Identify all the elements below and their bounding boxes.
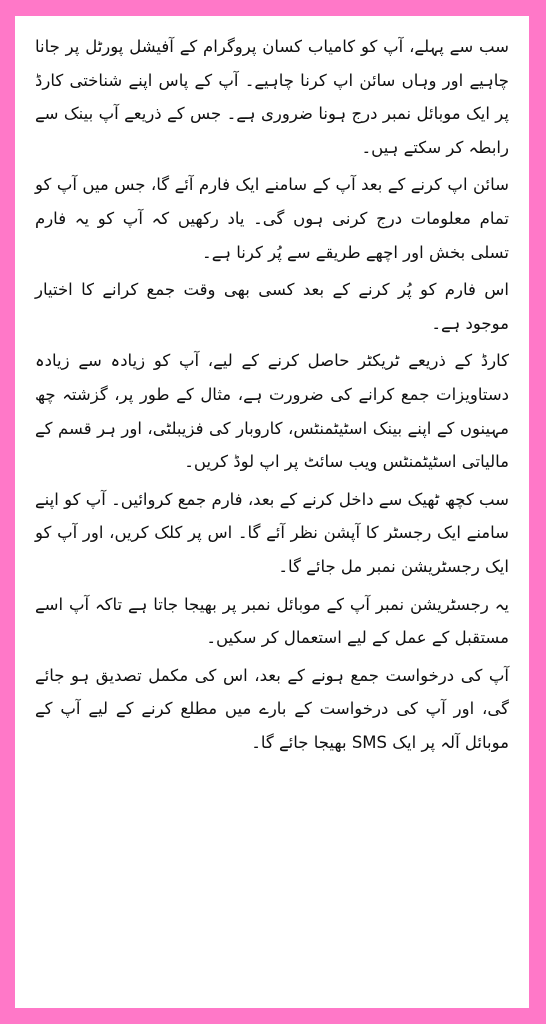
paragraph: اس فارم کو پُر کرنے کے بعد کسی بھی وقت جمع کرانے کا اختیار موجود ہے۔	[35, 280, 509, 333]
paragraph: یہ رجسٹریشن نمبر آپ کے موبائل نمبر پر بھیجا جاتا ہے تاکہ آپ اسے مستقبل کے عمل کے لیے استعمال کر سکیں۔	[35, 594, 509, 648]
paragraph: سب کچھ ٹھیک سے داخل کرنے کے بعد، فارم جمع کروائیں۔ آپ کو اپنے سامنے ایک رجسٹر کا آپشن نظر آئے گا۔ اس پر کلک کریں، اور آپ کو ایک رجسٹریشن نمبر مل جائے گا۔	[35, 489, 509, 576]
article-text	[35, 30, 509, 759]
paragraph: سب سے پہلے، آپ کو کامیاب کسان پروگرام کے آفیشل پورٹل پر جانا چاہیے اور وہاں سائن اپ کرنا چاہیے۔ آپ کے پاس اپنے شناختی کارڈ پر ایک موبائل نمبر درج ہونا ضروری ہے۔ جس کے ذریعے آپ بینک سے رابطہ کر سکتے ہیں۔	[35, 37, 509, 157]
paragraph: سائن اپ کرنے کے بعد آپ کے سامنے ایک فارم آئے گا، جس میں آپ کو تمام معلومات درج کرنی ہوں گی۔ یاد رکھیں کہ آپ کو یہ فارم تسلی بخش اور اچھے طریقے سے پُر کرنا ہے۔	[35, 175, 509, 262]
paragraph: کارڈ کے ذریعے ٹریکٹر حاصل کرنے کے لیے، آپ کو زیادہ سے زیادہ دستاویزات جمع کرانے کی ضرورت ہے، مثال کے طور پر، گزشتہ چھ مہینوں کے اپنے بینک اسٹیٹمنٹس، کاروبار کی فزیبلٹی، اور ہر قسم کے مالیاتی اسٹیٹمنٹس ویب سائٹ پر اپ لوڈ کریں۔	[35, 351, 509, 472]
article-frame	[15, 16, 529, 1008]
paragraph: آپ کی درخواست جمع ہونے کے بعد، اس کی مکمل تصدیق ہو جائے گی، اور آپ کی درخواست کے بارے میں مطلع کرنے کے لیے آپ کے موبائل آلہ پر ایک SMS بھیجا جائے گا۔	[35, 665, 509, 752]
